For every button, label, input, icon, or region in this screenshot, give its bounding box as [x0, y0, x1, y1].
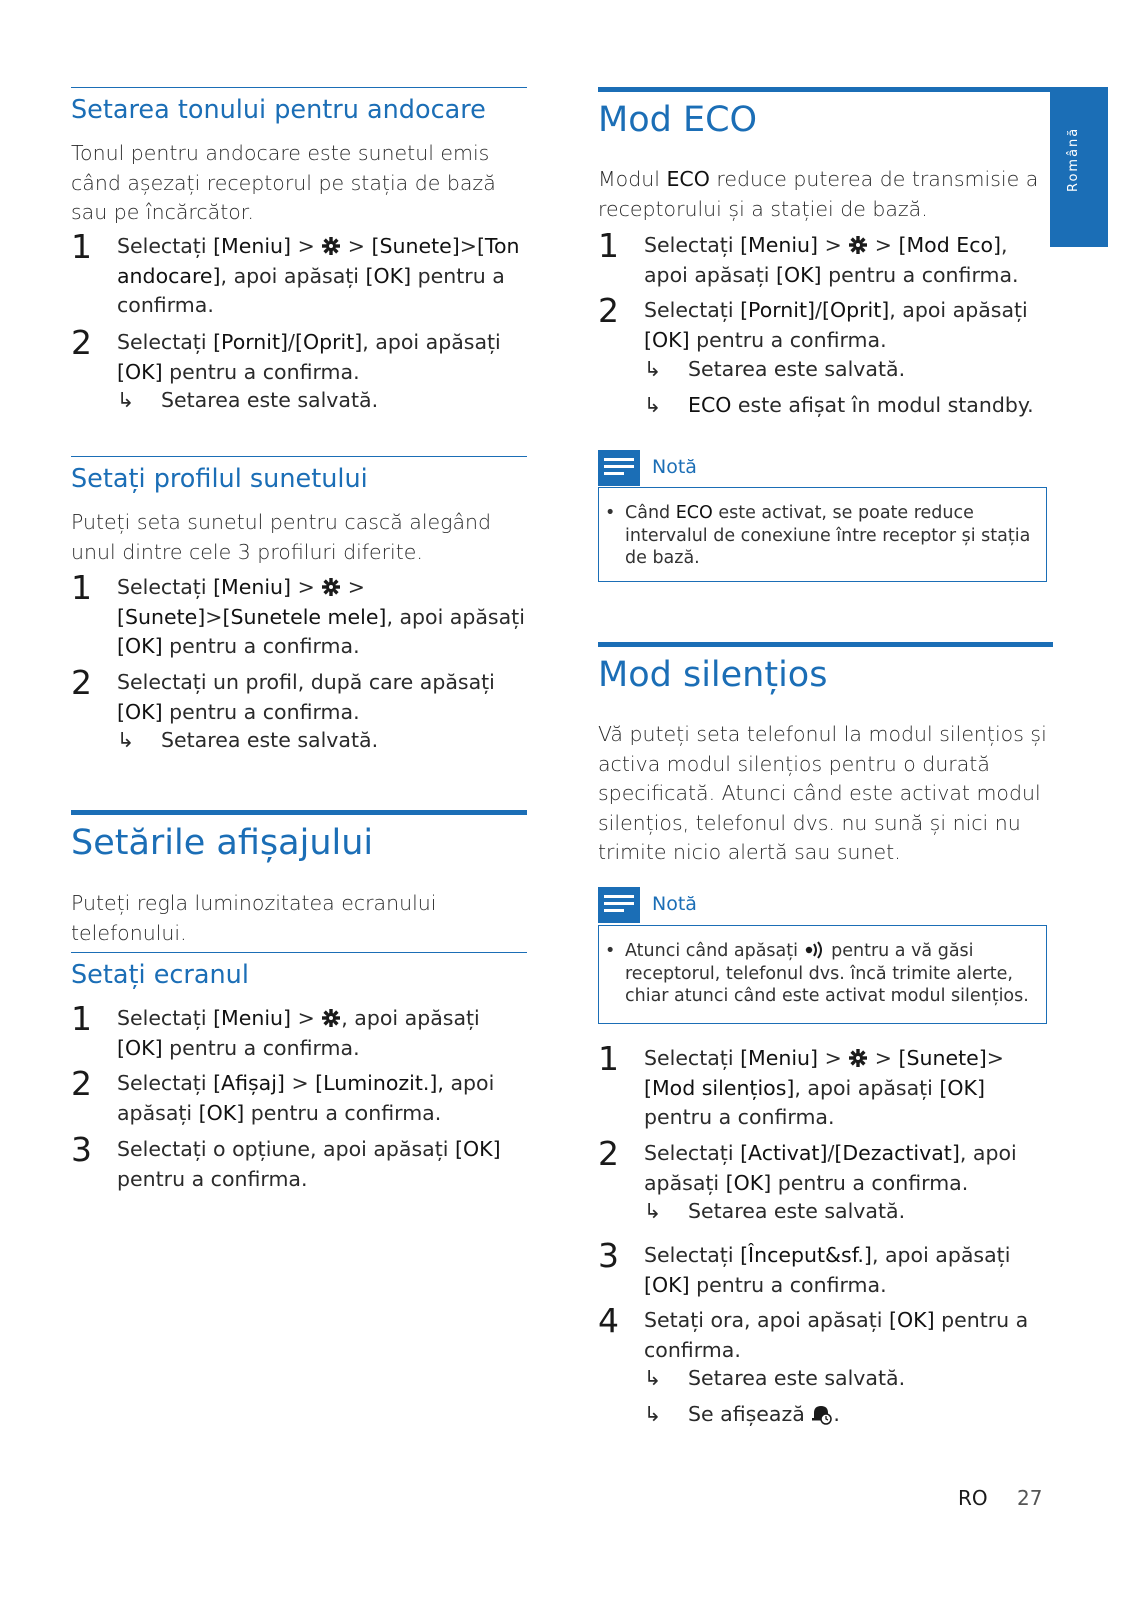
section-heading-silent-mode: Mod silențios	[598, 642, 1053, 697]
eco-note-text: Când ECO este activat, se poate reduce intervalul de conexiune între receptor și stația de bază.	[625, 503, 1031, 568]
step-number: 1	[71, 227, 92, 266]
step-text: Selectați o opțiune, apoi apăsați [OK] pentru a confirma.	[117, 1137, 501, 1191]
eco-result-standby: ↳ ECO este afișat în modul standby.	[644, 391, 1053, 421]
bullet: •	[605, 503, 616, 523]
step-number: 3	[71, 1130, 92, 1169]
step-number: 2	[598, 291, 619, 330]
silent-result-saved-2: ↳ Setarea este salvată.	[644, 1364, 1053, 1394]
result-arrow-icon: ↳	[117, 388, 135, 412]
silent-mode-clock-icon	[811, 1403, 833, 1425]
step-text: Selectați [Meniu] > > [Sunete]>[Ton andocare], apoi apăsați [OK] pentru a confirma.	[117, 234, 520, 317]
step-number: 3	[598, 1236, 619, 1275]
note-title: Notă	[652, 456, 697, 478]
result-arrow-icon: ↳	[644, 1402, 662, 1426]
section-heading-dock-tone: Setarea tonului pentru andocare	[71, 87, 527, 127]
settings-gear-icon	[321, 577, 341, 597]
silent-note-header	[598, 887, 1053, 923]
note-icon	[598, 887, 640, 923]
step-text: Selectați [Meniu] > > [Sunete]>[Sunetele mele], apoi apăsați [OK] pentru a confirma.	[117, 575, 525, 658]
note-icon	[598, 450, 640, 486]
silent-note-text: Atunci când apăsați pentru a vă găsi receptorul, telefonul dvs. încă trimite alerte, chiar atunci când este activat modul silențios.	[625, 941, 1029, 1006]
step-text: Selectați [Început&sf.], apoi apăsați [OK] pentru a confirma.	[644, 1243, 1011, 1297]
step-number: 1	[598, 226, 619, 265]
eco-note-box	[598, 487, 1047, 582]
result-arrow-icon: ↳	[644, 1199, 662, 1223]
step-text: Setați ora, apoi apăsați [OK] pentru a confirma.	[644, 1308, 1029, 1362]
result-arrow-icon: ↳	[644, 357, 662, 381]
silent-note-box	[598, 925, 1047, 1024]
settings-gear-icon	[848, 1048, 868, 1068]
step-text: Selectați [Afișaj] > [Luminozit.], apoi apăsați [OK] pentru a confirma.	[117, 1071, 495, 1125]
step-text: Selectați [Meniu] > , apoi apăsați [OK] pentru a confirma.	[117, 1006, 480, 1060]
dock-tone-result: ↳ Setarea este salvată.	[117, 386, 527, 416]
silent-result-icon: ↳ Se afișează .	[644, 1400, 1053, 1430]
step-number: 1	[71, 999, 92, 1038]
result-arrow-icon: ↳	[644, 1366, 662, 1390]
step-number: 1	[71, 568, 92, 607]
result-arrow-icon: ↳	[644, 393, 662, 417]
eco-intro: Modul ECO reduce puterea de transmisie a receptorului și a stației de bază.	[598, 167, 1039, 221]
language-tab	[1050, 87, 1108, 247]
step-text: Selectați [Pornit]/[Oprit], apoi apăsați [OK] pentru a confirma.	[644, 298, 1028, 352]
section-heading-set-screen: Setați ecranul	[71, 952, 527, 992]
section-heading-display-settings: Setările afișajului	[71, 810, 527, 865]
note-title: Notă	[652, 893, 697, 915]
bullet: •	[605, 941, 616, 961]
step-text: Selectați [Activat]/[Dezactivat], apoi apăsați [OK] pentru a confirma.	[644, 1141, 1017, 1195]
step-text: Selectați un profil, după care apăsați [OK] pentru a confirma.	[117, 670, 495, 724]
section-heading-eco-mode: Mod ECO	[598, 87, 1053, 142]
step-number: 2	[598, 1134, 619, 1173]
step-text: Selectați [Meniu] > > [Sunete]>[Mod silențios], apoi apăsați [OK] pentru a confirma.	[644, 1046, 1004, 1129]
section-heading-sound-profile: Setați profilul sunetului	[71, 456, 527, 496]
step-number: 2	[71, 663, 92, 702]
settings-gear-icon	[321, 236, 341, 256]
step-text: Selectați [Meniu] > > [Mod Eco], apoi apăsați [OK] pentru a confirma.	[644, 233, 1019, 287]
step-text: Selectați [Pornit]/[Oprit], apoi apăsați [OK] pentru a confirma.	[117, 330, 501, 384]
settings-gear-icon	[848, 235, 868, 255]
page-number: 27	[1017, 1486, 1043, 1510]
footer-language: RO	[958, 1486, 988, 1510]
silent-result-saved: ↳ Setarea este salvată.	[644, 1197, 1053, 1227]
display-settings-intro: Puteți regla luminozitatea ecranului telefonului.	[71, 891, 437, 945]
language-tab-label: Română	[1066, 126, 1081, 192]
settings-gear-icon	[321, 1008, 341, 1028]
sound-profile-intro: Puteți seta sunetul pentru cască alegând unul dintre cele 3 profiluri diferite.	[71, 510, 492, 564]
sound-profile-result: ↳ Setarea este salvată.	[117, 726, 527, 756]
step-number: 1	[598, 1039, 619, 1078]
silent-intro: Vă puteți seta telefonul la modul silențios și activa modul silențios pentru o durată specificată. Atunci când este activat modul silențios, telefonul dvs. nu sună și nici nu trimite nicio alertă sau sunet.	[598, 722, 1047, 864]
step-number: 2	[71, 1064, 92, 1103]
step-number: 2	[71, 323, 92, 362]
paging-icon	[804, 941, 826, 959]
dock-tone-intro: Tonul pentru andocare este sunetul emis când așezați receptorul pe stația de bază sau pe încărcător.	[71, 141, 496, 224]
eco-result-saved: ↳ Setarea este salvată.	[644, 355, 1053, 385]
step-number: 4	[598, 1301, 619, 1340]
eco-note-header	[598, 450, 1053, 486]
result-arrow-icon: ↳	[117, 728, 135, 752]
